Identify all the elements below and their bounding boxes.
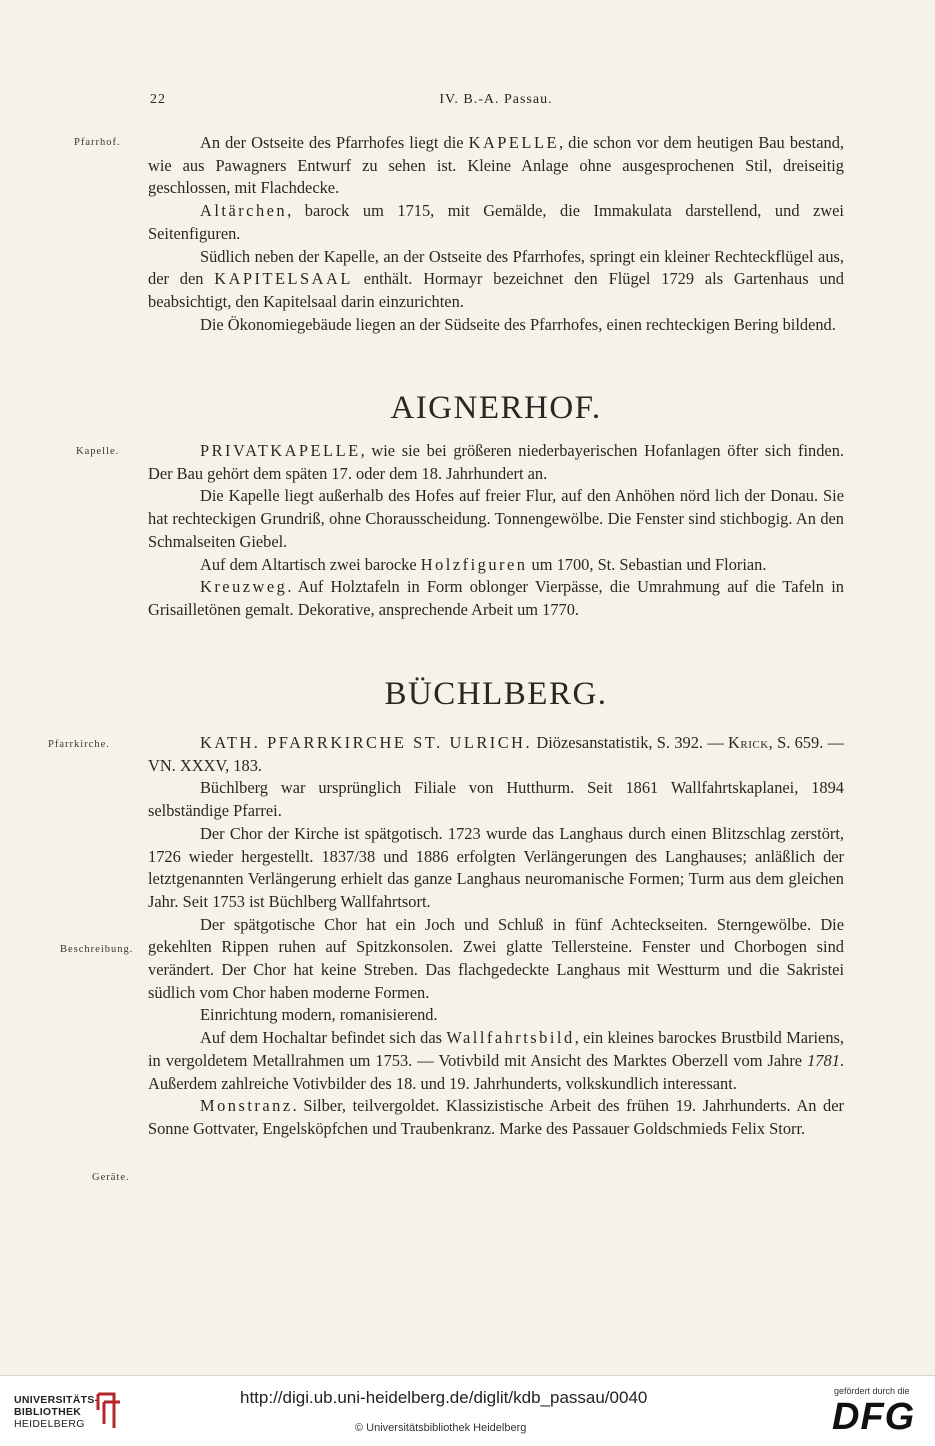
margin-note-geraete: Geräte.	[92, 1172, 130, 1183]
paragraph: Der Chor der Kirche ist spätgotisch. 1723 wurde das Langhaus durch einen Blitzschlag zerstört, 1726 wieder hergestellt. 1837/38 und 1886 erfolgten Verlängerungen des Langhauses; anläßlich der letztgenannten Verlängerung erhielt das ganze Langhaus neuromanische Formen; Turm aus dem gleichen Jahr. Seit 1753 ist Büchlberg Wallfahrtsort.	[148, 823, 844, 911]
running-header	[148, 92, 844, 112]
heading-aignerhof: AIGNERHOF.	[390, 390, 602, 426]
running-title: IV. B.-A. Passau.	[439, 92, 553, 107]
library-mark-icon	[94, 1388, 124, 1432]
paragraph: Monstranz. Silber, teilvergoldet. Klassizistische Arbeit des frühen 19. Jahrhunderts. An der Sonne Gottvater, Engelsköpfchen und Traubenkranz. Marke des Passauer Goldschmieds Felix Storr.	[148, 1096, 844, 1138]
paragraph: Der spätgotische Chor hat ein Joch und Schluß in fünf Achteckseiten. Sterngewölbe. Die gekehlten Rippen ruhen auf Spitzkonsolen. Zwei glatte Tellersteine. Fenster und Chorbogen sind verändert. Der Chor hat keine Streben. Das flachgedeckte Langhaus mit Westturm und die Sakristei südlich vom Chor haben moderne Formen.	[148, 914, 844, 1002]
paragraph: Einrichtung modern, romanisierend.	[200, 1005, 438, 1025]
margin-note-beschreibung: Beschreibung.	[60, 944, 134, 955]
section-buechlberg	[148, 732, 844, 1141]
paragraph: Südlich neben der Kapelle, an der Ostseite des Pfarrhofes, springt ein kleiner Rechteckflügel aus, der den KAPITELSAAL enthält. Hormayr bezeichnet den Flügel 1729 als Gartenhaus und beabsichtigt, den Kapitelsaal darin einzurichten.	[148, 246, 844, 311]
paragraph: KATH. PFARRKIRCHE ST. ULRICH. Diözesanstatistik, S. 392. — Krick, S. 659. — VN. XXXV, 183.	[148, 733, 845, 775]
paragraph: Auf dem Hochaltar befindet sich das Wallfahrtsbild, ein kleines barockes Brustbild Mariens, in vergoldetem Metallrahmen um 1753. — Votivbild mit Ansicht des Marktes Oberzell vom Jahre 1781. Außerdem zahlreiche Votivbilder des 18. und 19. Jahrhunderts, volkskundlich interessant.	[148, 1028, 845, 1093]
paragraph: Die Ökonomiegebäude liegen an der Südseite des Pfarrhofes, einen rechteckigen Bering bildend.	[200, 314, 836, 334]
paragraph: Auf dem Altartisch zwei barocke Holzfiguren um 1700, St. Sebastian und Florian.	[200, 554, 767, 574]
permalink-url[interactable]: http://digi.ub.uni-heidelberg.de/diglit/kdb_passau/0040	[240, 1388, 648, 1407]
page-number: 22	[150, 92, 166, 107]
paragraph: Altärchen, barock um 1715, mit Gemälde, die Immakulata darstellend, und zwei Seitenfiguren.	[148, 201, 844, 243]
paragraph: PRIVATKAPELLE, wie sie bei größeren niederbayerischen Hofanlagen öfter sich finden. Der Bau gehört dem späten 17. oder dem 18. Jahrhundert an.	[148, 441, 844, 483]
library-logo[interactable]: UNIVERSITÄTS- BIBLIOTHEK HEIDELBERG	[14, 1394, 99, 1430]
paragraph: Kreuzweg. Auf Holztafeln in Form oblonger Vierpässe, die Umrahmung auf die Tafeln in Grisailletönen gemalt. Dekorative, ansprechende Arbeit um 1770.	[148, 577, 844, 619]
section-pfarrhof	[148, 132, 844, 336]
section-aignerhof	[148, 440, 844, 622]
paragraph: Die Kapelle liegt außerhalb des Hofes auf freier Flur, auf den Anhöhen nörd lich der Donau. Sie hat rechteckigen Grundriß, ohne Chorausscheidung. Tonnengewölbe. Die Fenster sind stichbogig. An den Schmalseiten Giebel.	[148, 486, 844, 551]
heading-buechlberg: BÜCHLBERG.	[384, 676, 608, 712]
margin-note-pfarrkirche: Pfarrkirche.	[48, 739, 110, 750]
margin-note-kapelle: Kapelle.	[76, 446, 120, 457]
paragraph: Büchlberg war ursprünglich Filiale von Hutthurm. Seit 1861 Wallfahrtskaplanei, 1894 selbständige Pfarrei.	[148, 778, 844, 821]
paragraph: An der Ostseite des Pfarrhofes liegt die KAPELLE, die schon vor dem heutigen Bau bestand, wie aus Pawagners Entwurf zu sehen ist. Kleine Anlage ohne ausgesprochenen Stil, dreiseitig geschlossen, mit Flachdecke.	[148, 133, 844, 198]
viewer-footer	[0, 1375, 935, 1446]
margin-note-pfarrhof: Pfarrhof.	[74, 137, 121, 148]
funding-note: gefördert durch die	[834, 1386, 910, 1396]
dfg-logo[interactable]: DFG	[832, 1396, 916, 1438]
copyright-notice: © Universitätsbibliothek Heidelberg	[355, 1422, 527, 1434]
